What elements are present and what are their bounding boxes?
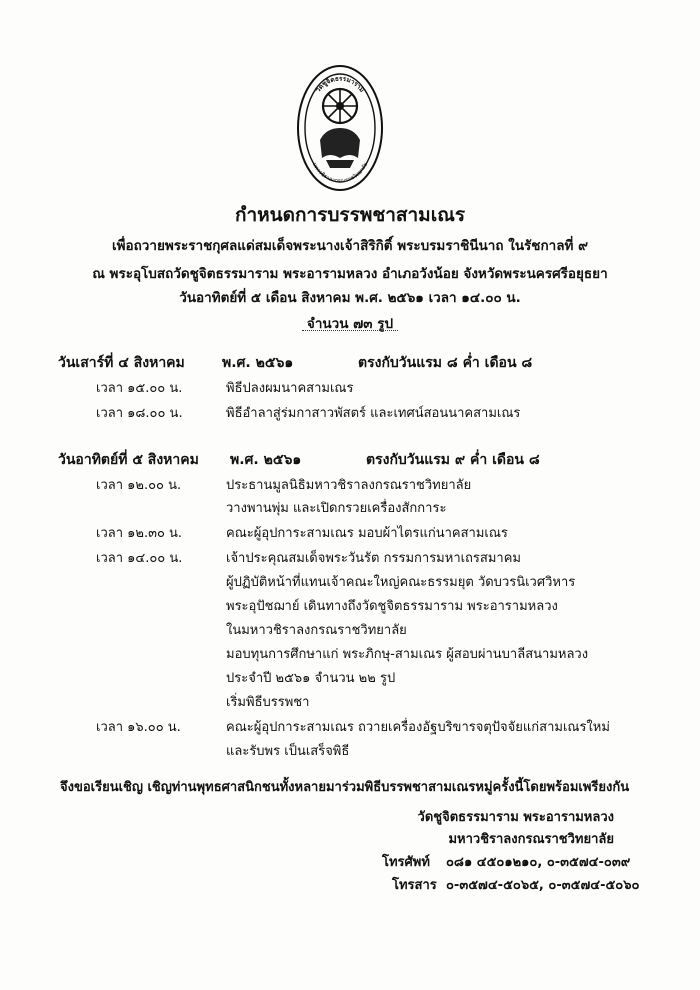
fax-number: ๐-๓๕๗๔-๕๐๖๕, ๐-๓๕๗๔-๕๐๖๐ — [446, 878, 640, 893]
dotted-divider — [302, 330, 398, 331]
schedule-text: พิธีปลงผมนาคสามเณร — [226, 381, 354, 396]
phone-number: ๐๘๑ ๔๕๐๑๒๑๐, ๐-๓๕๗๔-๐๓๙ — [446, 855, 631, 870]
schedule-text: พระอุปัชฌาย์ เดินทางถึงวัดชูจิตธรรมาราม พระอารามหลวง — [226, 599, 558, 614]
schedule-time: เวลา ๑๒.๐๐ น. — [96, 478, 182, 493]
schedule-text: คณะผู้อุปการะสามเณร มอบผ้าไตรแก่นาคสามเณร — [226, 526, 508, 541]
document-title: กำหนดการบรรพชาสามเณร — [234, 204, 466, 226]
schedule-text: มอบทุนการศึกษาแก่ พระภิกษุ-สามเณร ผู้สอบผ่านบาลีสนามหลวง — [226, 647, 589, 662]
schedule-time: เวลา ๑๔.๐๐ น. — [96, 551, 183, 566]
day1-day: วันเสาร์ที่ ๔ สิงหาคม — [58, 355, 185, 371]
schedule-text: พิธีอำลาสู่ร่มกาสาวพัสตร์ และเทศน์สอนนาคสามเณร — [226, 406, 521, 421]
schedule-text: และรับพร เป็นเสร็จพิธี — [226, 744, 350, 759]
day2-lunar: ตรงกับวันแรม ๙ ค่ำ เดือน ๘ — [366, 452, 540, 468]
schedule-text: วางพานพุ่ม และเปิดกรวยเครื่องสักการะ — [226, 501, 447, 516]
invitation-closing: จึงขอเรียนเชิญ เชิญท่านพุทธศาสนิกชนทั้งหลายมาร่วมพิธีบรรพชาสามเณรหมู่ครั้งนี้โดยพร้อมเพรียงกัน — [60, 780, 630, 795]
day2-year: พ.ศ. ๒๕๖๑ — [230, 452, 302, 468]
schedule-text: ผู้ปฏิบัติหน้าที่แทนเจ้าคณะใหญ่คณะธรรมยุต วัดบวรนิเวศวิหาร — [226, 575, 576, 590]
purpose-line: เพื่อถวายพระราชกุศลแด่สมเด็จพระนางเจ้าสิริกิติ์ พระบรมราชินีนาถ ในรัชกาลที่ ๙ — [112, 238, 588, 254]
schedule-text: เจ้าประคุณสมเด็จพระวันรัต กรรมการมหาเถรสมาคม — [226, 551, 521, 566]
schedule-text: ประจำปี ๒๕๖๑ จำนวน ๒๒ รูป — [226, 671, 396, 686]
venue-line: ณ พระอุโบสถวัดชูจิตธรรมาราม พระอารามหลวง อำเภอวังน้อย จังหวัดพระนครศรีอยุธยา — [92, 266, 608, 282]
phone-label: โทรศัพท์ — [382, 855, 430, 870]
day1-year: พ.ศ. ๒๕๖๑ — [222, 355, 294, 371]
schedule-text: ในมหาวชิราลงกรณราชวิทยาลัย — [226, 623, 407, 638]
signature-org-1: วัดชูจิตธรรมาราม พระอารามหลวง — [417, 810, 614, 825]
schedule-time: เวลา ๑๒.๓๐ น. — [96, 526, 183, 541]
schedule-text: เริ่มพิธีบรรพชา — [226, 695, 310, 710]
schedule-time: เวลา ๑๘.๐๐ น. — [96, 406, 183, 421]
date-time-line: วันอาทิตย์ที่ ๕ เดือน สิงหาคม พ.ศ. ๒๕๖๑ เวลา ๑๔.๐๐ น. — [179, 290, 521, 306]
schedule-time: เวลา ๑๕.๐๐ น. — [96, 381, 183, 396]
schedule-text: คณะผู้อุปการะสามเณร ถวายเครื่องอัฐบริขารจตุปัจจัยแก่สามเณรใหม่ — [226, 720, 610, 735]
signature-org-2: มหาวชิราลงกรณราชวิทยาลัย — [448, 832, 614, 847]
schedule-time: เวลา ๑๖.๐๐ น. — [96, 720, 181, 735]
day2-day: วันอาทิตย์ที่ ๕ สิงหาคม — [58, 452, 199, 468]
temple-seal-emblem — [296, 62, 384, 194]
svg-text:วัดชูจิตธรรมาราม: วัดชูจิตธรรมาราม — [313, 74, 367, 94]
count-line: จำนวน ๗๓ รูป — [306, 316, 394, 332]
day1-lunar: ตรงกับวันแรม ๘ ค่ำ เดือน ๘ — [358, 355, 533, 371]
svg-text:มหาวชิราลงกรณราชวิทยาลัย: มหาวชิราลงกรณราชวิทยาลัย — [310, 161, 370, 185]
fax-label: โทรสาร — [392, 878, 437, 893]
schedule-text: ประธานมูลนิธิมหาวชิราลงกรณราชวิทยาลัย — [226, 478, 472, 493]
